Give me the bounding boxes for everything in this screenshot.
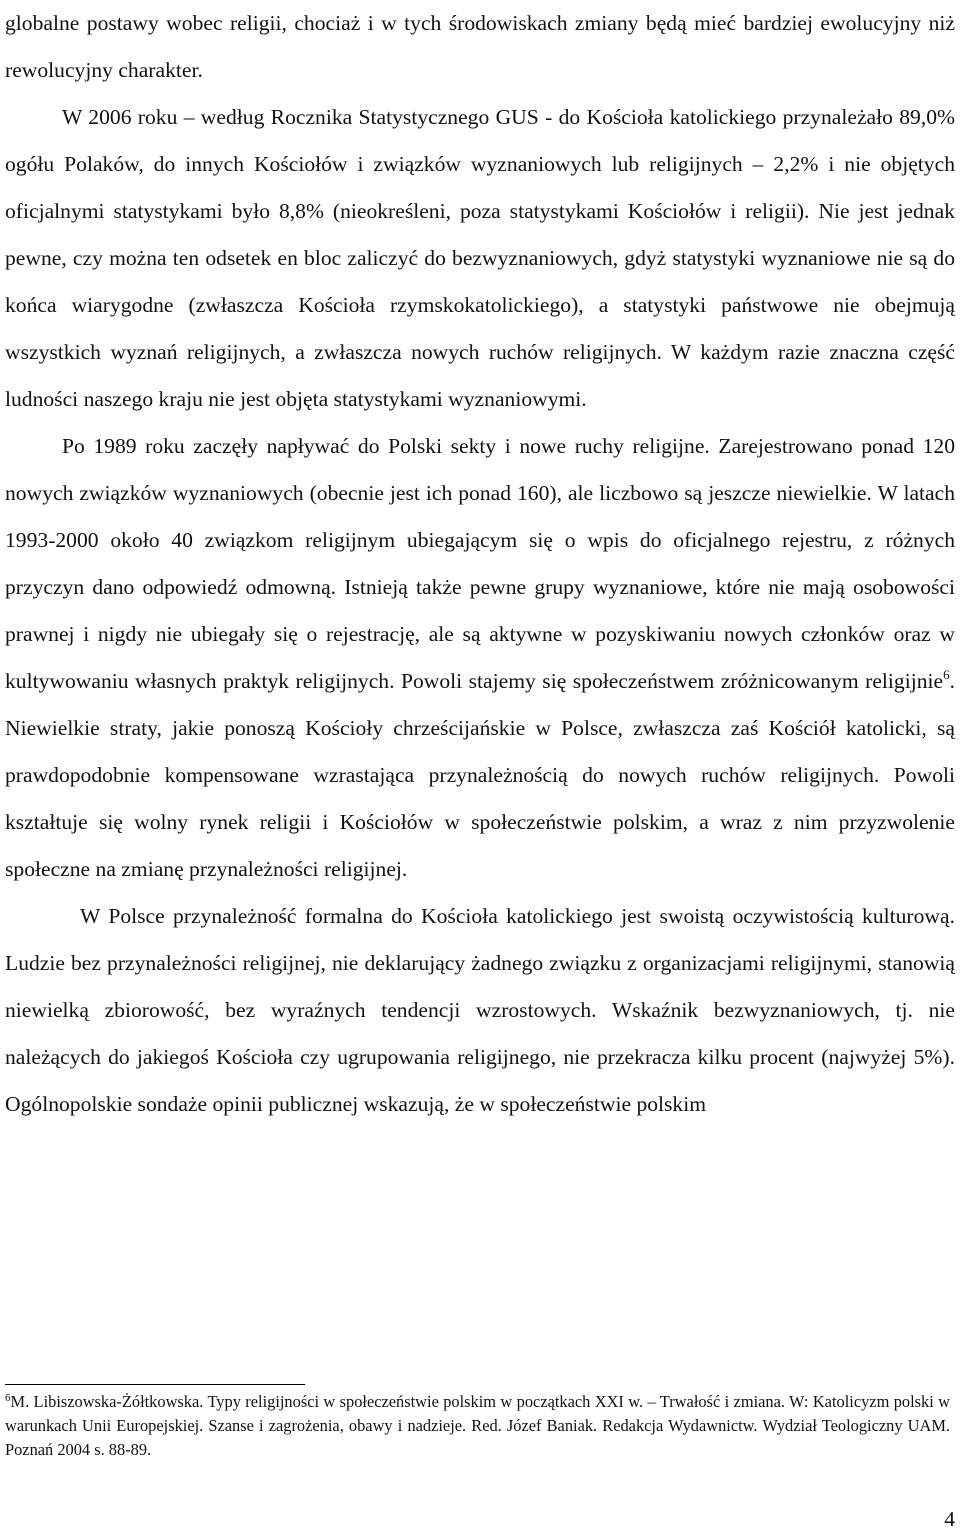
paragraph-text-part: Po 1989 roku zaczęły napływać do Polski sekty i nowe ruchy religijne. Zarejestrowano ponad 120 nowych związków wyznaniowych (obecnie jest ich ponad 160), ale liczbowo są jeszcze niewielkie. W latach 1993-2000 około 40 związkom religijnym ubiegającym się o wpis do oficjalnego rejestru, z różnych przyczyn dano odpowiedź odmowną. Istnieją także pewne grupy wyznaniowe, które nie mają osobowości prawnej i nigdy nie ubiegały się o rejestrację, ale są aktywne w pozyskiwaniu nowych członków oraz w kultywowaniu własnych praktyk religijnych. Powoli stajemy się społeczeństwem zróżnicowanym religijnie [5,434,955,693]
document-page [5,0,955,1128]
paragraph-text-part: . Niewielkie straty, jakie ponoszą Kościoły chrześcijańskie w Polsce, zwłaszcza zaś Kościół katolicki, są prawdopodobnie kompensowane wzrastająca przynależnością do nowych ruchów religijnych. Powoli kształtuje się wolny rynek religii i Kościołów w społeczeństwie polskim, a wraz z nim przyzwolenie społeczne na zmianę przynależności religijnej. [5,669,955,881]
footnote-separator [5,1384,305,1385]
footnote-text: M. Libiszowska-Żółtkowska. Typy religijności w społeczeństwie polskim w początkach XXI w. – Trwałość i zmiana. W: Katolicyzm polski w warunkach Unii Europejskiej. Szanse i zagrożenia, obawy i nadzieje. Red. Józef Baniak. Redakcja Wydawnictw. Wydział Teologiczny UAM. Poznań 2004 s. 88-89. [5,1392,950,1459]
paragraph-continuation: globalne postawy wobec religii, chociaż i w tych środowiskach zmiany będą mieć bardziej ewolucyjny niż rewolucyjny charakter. [5,11,955,82]
footnote-number: 6 [5,1392,11,1404]
page-number: 4 [944,1507,955,1531]
paragraph-formal-membership: W Polsce przynależność formalna do Kościoła katolickiego jest swoistą oczywistością kulturową. Ludzie bez przynależności religijnej, nie deklarujący żadnego związku z organizacjami religijnymi, stanowią niewielką zbiorowość, bez wyraźnych tendencji wzrostowych. Wskaźnik bezwyznaniowych, tj. nie należących do jakiegoś Kościoła czy ugrupowania religijnego, nie przekracza kilku procent (najwyżej 5%). Ogólnopolskie sondaże opinii publicznej wskazują, że w społeczeństwie polskim [5,904,955,1116]
footnote-reference[interactable]: 6 [943,667,950,682]
footnote [5,1390,950,1462]
paragraph-gus-statistics: W 2006 roku – według Rocznika Statystycznego GUS - do Kościoła katolickiego przynależało 89,0% ogółu Polaków, do innych Kościołów i związków wyznaniowych lub religijnych – 2,2% i nie objętych oficjalnymi statystykami było 8,8% (nieokreśleni, poza statystykami Kościołów i religii). Nie jest jednak pewne, czy można ten odsetek en bloc zaliczyć do bezwyznaniowych, gdyż statystyki wyznaniowe nie są do końca wiarygodne (zwłaszcza Kościoła rzymskokatolickiego), a statystyki państwowe nie obejmują wszystkich wyznań religijnych, a zwłaszcza nowych ruchów religijnych. W każdym razie znaczna część ludności naszego kraju nie jest objęta statystykami wyznaniowymi. [5,105,955,411]
paragraph-sects-and-movements [5,423,955,893]
